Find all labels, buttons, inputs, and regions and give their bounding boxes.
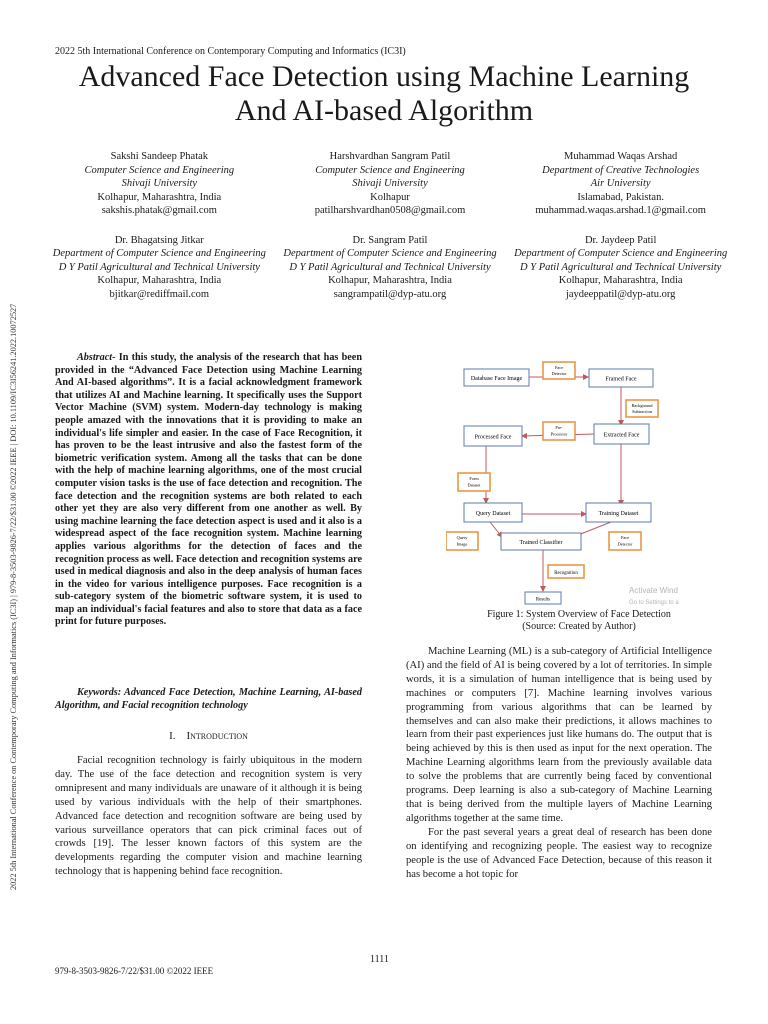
node-query-image	[446, 532, 478, 550]
author-name: Muhammad Waqas Arshad	[564, 151, 678, 162]
author-1	[50, 150, 269, 218]
node-database-face-image	[464, 369, 529, 386]
svg-text:Extracted Face: Extracted Face	[603, 432, 640, 439]
author-institution: D Y Patil Agricultural and Technical University	[520, 261, 722, 273]
author-4	[50, 234, 269, 302]
node-recognition	[548, 565, 584, 578]
author-affiliation: Department of Computer Science and Engineering	[52, 248, 266, 259]
face-detection-paragraph: For the past several years a great deal of research has been done on identifying and recognizing people. The easiest way to recognize people is the use of Advanced Face Detection, because of this reason it has become a hot topic for	[406, 826, 712, 880]
author-name: Dr. Bhagatsing Jitkar	[114, 234, 204, 246]
figure-caption-source: (Source: Created by Author)	[522, 621, 636, 632]
svg-text:Face: Face	[620, 535, 630, 540]
node-form-dataset	[458, 473, 490, 491]
svg-text:Background: Background	[631, 403, 653, 408]
diagram-arrows	[486, 377, 621, 591]
author-location: Kolhapur	[370, 191, 410, 203]
node-framed-face	[589, 369, 653, 387]
ml-paragraph: Machine Learning (ML) is a sub-category of Artificial Intelligence (AI) and the field of AI is being covered by a lot of territories. In simple words, it is a simulation of human intelligence that is being used by machines or computers [7]. Machine learning involves various programming from various algorithms that can be learned by themselves and can also make their predictions, it allows machines to learn from their past experiences just like humans do. The output that is being achieved by this is then used as input for the next operation. The Machine Learning algorithms learn from the previously available data to solve the problems that are currently being faced by conventional programs. Deep learning is also a sub-category of Machine Learning that is being derived from the multiple layers of Machine Learning algorithms together at the same time.	[406, 646, 712, 824]
introduction-paragraph: Facial recognition technology is fairly ubiquitous in the modern day. The use of the face detection and recognition system is very omnipresent and many individuals are unaware of it although it is being used by various individuals with the help of their smartphones. Advanced face detection and recognition software are being used by various surveillance operators that can pick criminal faces out of crowds [19]. The lesser known factors of this system are the developments regarding the computer vision and machine learning technology that is happening behind face recognition.	[55, 755, 362, 878]
svg-text:Database Face Image: Database Face Image	[470, 376, 523, 382]
flow-diagram	[446, 356, 718, 606]
abstract	[55, 352, 362, 629]
author-location: Kolhapur, Maharashtra, India	[328, 275, 452, 286]
author-institution: D Y Patil Agricultural and Technical University	[58, 261, 260, 273]
svg-text:Processor: Processor	[550, 431, 568, 437]
svg-text:Form: Form	[469, 476, 479, 481]
svg-text:Recognition: Recognition	[554, 571, 578, 576]
node-processed-face	[464, 426, 522, 446]
author-name: Sakshi Sandeep Phatak	[110, 151, 209, 162]
svg-text:Results: Results	[535, 597, 551, 603]
svg-text:Detector: Detector	[551, 371, 567, 376]
svg-text:Processed Face: Processed Face	[474, 434, 512, 441]
author-5	[281, 234, 500, 302]
page-number: 1111	[370, 954, 389, 965]
figure-caption	[406, 609, 752, 633]
author-email: bjitkar@rediffmail.com	[109, 288, 210, 300]
svg-text:Pre-: Pre-	[555, 425, 563, 430]
abstract-label: Abstract-	[77, 352, 116, 363]
figure-caption-title: Figure 1: System Overview of Face Detection	[487, 609, 671, 620]
author-name: Dr. Jaydeep Patil	[584, 234, 657, 246]
svg-text:Image: Image	[456, 541, 468, 547]
svg-text:Subtraction: Subtraction	[632, 409, 652, 414]
node-extracted-face	[594, 424, 649, 444]
author-name: Harshvardhan Sangram Patil	[329, 151, 451, 162]
title-line-2: And AI-based Algorithm	[234, 94, 534, 127]
node-face-detector-2	[609, 532, 641, 550]
title-line-1: Advanced Face Detection using Machine Learning	[78, 60, 690, 93]
section-heading-introduction	[55, 730, 362, 742]
node-results	[525, 592, 561, 604]
author-block	[50, 150, 730, 301]
section-number: I.	[169, 730, 176, 742]
section-title: Introduction	[186, 730, 248, 742]
activate-windows-watermark: Activate Wind	[629, 586, 678, 595]
keywords: Keywords: Advanced Face Detection, Machine Learning, AI-based Algorithm, and Facial recognition technology	[55, 687, 362, 711]
author-affiliation: Computer Science and Engineering	[84, 164, 235, 176]
author-location: Kolhapur, Maharashtra, India	[97, 191, 222, 203]
svg-text:Dataset: Dataset	[467, 482, 481, 488]
author-affiliation: Department of Computer Science and Engineering	[283, 248, 497, 259]
conference-header: 2022 5th International Conference on Contemporary Computing and Informatics (IC3I)	[55, 46, 406, 57]
author-affiliation: Department of Creative Technologies	[542, 164, 700, 176]
author-email: patilharshvardhan0508@gmail.com	[314, 205, 466, 216]
node-training-dataset	[586, 503, 651, 522]
system-overview-figure	[446, 356, 718, 606]
author-institution: Shivaji University	[121, 178, 198, 189]
author-affiliation: Department of Computer Science and Engineering	[514, 248, 728, 259]
node-trained-classifier	[501, 533, 581, 550]
author-institution: Air University	[590, 178, 651, 189]
author-email: sangrampatil@dyp-atu.org	[333, 288, 447, 300]
svg-text:Face: Face	[554, 365, 564, 370]
author-name: Dr. Sangram Patil	[352, 234, 428, 246]
author-email: jaydeeppatil@dyp-atu.org	[565, 288, 676, 300]
svg-text:Training Dataset: Training Dataset	[598, 511, 639, 517]
node-query-dataset	[464, 503, 522, 522]
author-email: muhammad.waqas.arshad.1@gmail.com	[535, 205, 706, 216]
side-doi-strip: 2022 5th International Conference on Contemporary Computing and Informatics (IC3I) | 979-8-3503-9826-7/22/$31.00 ©2022 IEEE | DOI: 10.1109/IC3I56241.2022.10072527	[9, 303, 18, 890]
right-column-text	[406, 645, 712, 881]
author-6	[511, 234, 730, 302]
activate-windows-watermark-sub: Go to Settings to a	[629, 600, 679, 606]
node-pre-processor	[543, 422, 575, 440]
footer-copyright: 979-8-3503-9826-7/22/$31.00 ©2022 IEEE	[55, 966, 214, 976]
author-location: Kolhapur, Maharashtra, India	[97, 275, 222, 286]
node-background-subtraction	[626, 400, 658, 417]
author-2	[281, 150, 500, 218]
svg-text:Detector: Detector	[617, 541, 633, 547]
svg-text:Trained Classifier: Trained Classifier	[519, 540, 563, 546]
author-institution: Shivaji University	[352, 178, 428, 189]
abstract-text: In this study, the analysis of the research that has been provided in the “Advanced Face Detection using Machine Learning And AI-based algorithms”. It is a facial acknowledgment framework that utilizes AI and Machine learning. It specifically uses the Support Vector Machine (SVM) system. Modern-day technology is making people amazed with the innovations that it is providing to make an individual's life simpler and easier. In the case of Face Recognition, it has proven to be the least intrusive and also the fastest form of the biometric verification system. Among all the tasks that can be done with the help of machine learning algorithms, one of the most crucial computer vision tasks is the use of face detection and recognition. The face detection and the recognition systems are both related to each other yet they are also very different from one another as well. By using machine learning the face detection aspect is used and it also is a widespread aspect of the face recognition system. Machine learning applies various algorithms for the detection of faces and the recognition process as well. Face detection and recognition systems are used in medical diagnosis and also in the deep analysis of human faces in the video for various intelligence purposes. Face recognition is a sub-category system of the biometric software system, it is used to map an individual's facial features and also to store that data as a face print for future purposes.	[55, 352, 362, 628]
author-email: sakshis.phatak@gmail.com	[101, 205, 217, 216]
paper-title	[40, 60, 728, 128]
author-location: Kolhapur, Maharashtra, India	[558, 275, 683, 286]
svg-text:Query Dataset: Query Dataset	[475, 511, 511, 517]
author-institution: D Y Patil Agricultural and Technical University	[289, 261, 491, 273]
svg-text:Framed Face: Framed Face	[605, 376, 637, 383]
author-affiliation: Computer Science and Engineering	[315, 164, 465, 176]
author-location: Islamabad, Pakistan.	[577, 191, 664, 203]
svg-text:Query: Query	[456, 535, 468, 540]
author-3	[511, 150, 730, 218]
node-face-detector	[543, 362, 575, 379]
